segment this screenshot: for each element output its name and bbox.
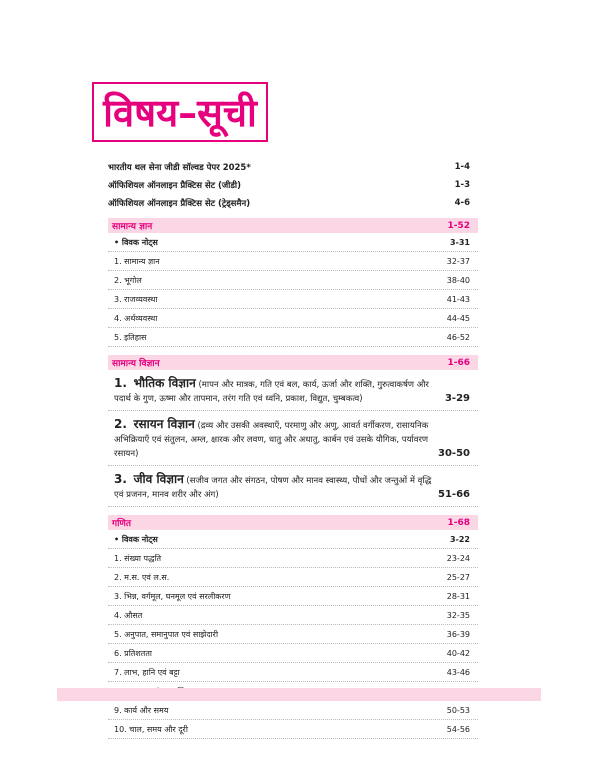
item-pages: 50-53: [446, 705, 470, 715]
item-pages: 36-39: [446, 629, 470, 639]
item-pages: 3-29: [444, 393, 470, 404]
toc-label: ऑफिशियल ऑनलाइन प्रैक्टिस सेट (जीडी): [108, 180, 241, 191]
item-label: 7. लाभ, हानि एवं बट्टा: [114, 667, 180, 677]
item-pages: 44-45: [446, 313, 470, 323]
section-pages: 1-52: [447, 220, 470, 231]
list-item: [108, 252, 478, 271]
item-pages: 43-46: [446, 667, 470, 677]
item-pages: 38-40: [446, 275, 470, 285]
title-box: [92, 82, 268, 142]
item-pages: 41-43: [446, 294, 470, 304]
list-item: [108, 701, 478, 720]
item-description: (सजीव जगत और संगठन, पोषण और मानव स्वास्थ्य, पौधों और जन्तुओं में वृद्धि एवं प्रजनन, मानव शरीर और अंग): [114, 476, 432, 500]
item-pages: 46-52: [446, 332, 470, 342]
toc-top-item: [108, 158, 478, 176]
item-heading: भौतिक विज्ञान: [133, 376, 196, 390]
item-pages: 23-24: [446, 553, 470, 563]
item-pages: 30-50: [438, 448, 470, 459]
list-item: [108, 233, 478, 252]
list-item: [108, 370, 478, 411]
list-item: [108, 568, 478, 587]
table-of-contents: [108, 158, 478, 739]
item-pages: 3-22: [449, 534, 470, 544]
section-title: सामान्य ज्ञान: [112, 222, 153, 232]
item-label: 5. अनुपात, समानुपात एवं साझेदारी: [114, 629, 219, 639]
section-title: सामान्य विज्ञान: [112, 359, 160, 369]
item-text: [114, 472, 438, 502]
list-item: [108, 271, 478, 290]
list-item: [108, 625, 478, 644]
list-item: [108, 663, 478, 682]
item-number: 3.: [114, 472, 127, 486]
item-label: 4. अर्थव्यवस्था: [114, 313, 158, 323]
item-label: 1. संख्या पद्धति: [114, 553, 162, 563]
section-title: गणित: [112, 519, 132, 529]
section-heading-gk: [108, 218, 478, 233]
list-item: [108, 290, 478, 309]
toc-label: ऑफिशियल ऑनलाइन प्रैक्टिस सेट (ट्रेड्समैन): [108, 198, 251, 209]
toc-label: भारतीय थल सेना जीडी सॉल्वड पेपर 2025*: [108, 162, 251, 173]
item-pages: 25-27: [446, 572, 470, 582]
item-label: 4. औसत: [114, 610, 143, 620]
list-item: [108, 411, 478, 466]
section-heading-math: [108, 515, 478, 530]
item-label: 5. इतिहास: [114, 332, 147, 342]
footer-bar: [57, 688, 541, 701]
item-label: 2. म.स. एवं ल.स.: [114, 572, 170, 582]
item-label: 3. राजव्यवस्था: [114, 294, 158, 304]
item-text: [114, 376, 444, 406]
list-item: [108, 549, 478, 568]
item-label: 3. भिन्न, वर्गमूल, घनमूल एवं सरलीकरण: [114, 591, 231, 601]
list-item: [108, 328, 478, 347]
item-pages: 32-37: [446, 256, 470, 266]
item-label: • विवक नोट्स: [114, 534, 158, 544]
item-pages: 51-66: [438, 489, 470, 500]
item-label: 1. सामान्य ज्ञान: [114, 256, 160, 266]
toc-pages: 1-3: [454, 180, 470, 190]
item-pages: 40-42: [446, 648, 470, 658]
toc-top-item: [108, 194, 478, 212]
list-item: [108, 530, 478, 549]
item-heading: रसायन विज्ञान: [133, 417, 195, 431]
section-pages: 1-66: [447, 357, 470, 368]
item-label: • विवक नोट्स: [114, 237, 158, 247]
section-pages: 1-68: [447, 517, 470, 528]
item-pages: 54-56: [446, 724, 470, 734]
list-item: [108, 606, 478, 625]
toc-pages: 1-4: [454, 162, 470, 172]
item-label: 10. चाल, समय और दूरी: [114, 724, 188, 734]
item-description: (द्रव्य और उसकी अवस्थाएँ, परमाणु और अणु, आवर्त वर्गीकरण, रासायनिक अभिक्रियाएँ एवं संतुलन, अम्ल, क्षारक और लवण, धातु और अधातु, कार्बन एवं उसके यौगिक, पर्यावरण रसायन): [114, 421, 429, 459]
item-number: 1.: [114, 376, 127, 390]
item-pages: 3-31: [449, 237, 470, 247]
item-pages: 28-31: [446, 591, 470, 601]
toc-top-item: [108, 176, 478, 194]
item-label: 2. भूगोल: [114, 275, 142, 285]
list-item: [108, 466, 478, 507]
item-number: 2.: [114, 417, 127, 431]
list-item: [108, 644, 478, 663]
page-title: विषय–सूची: [103, 91, 257, 135]
item-label: 9. कार्य और समय: [114, 705, 169, 715]
item-description: (मापन और मात्रक, गति एवं बल, कार्य, ऊर्जा और शक्ति, गुरुत्वाकर्षण और पदार्थ के गुण, ऊष्मा और तापमान, तरंग गति एवं ध्वनि, प्रकाश, विद्युत, चुम्बकत्व): [114, 380, 429, 404]
item-heading: जीव विज्ञान: [133, 472, 184, 486]
list-item: [108, 309, 478, 328]
toc-pages: 4-6: [454, 198, 470, 208]
list-item: [108, 720, 478, 739]
list-item: [108, 587, 478, 606]
section-heading-science: [108, 355, 478, 370]
item-pages: 32-35: [446, 610, 470, 620]
item-label: 6. प्रतिशतता: [114, 648, 152, 658]
item-text: [114, 417, 438, 461]
